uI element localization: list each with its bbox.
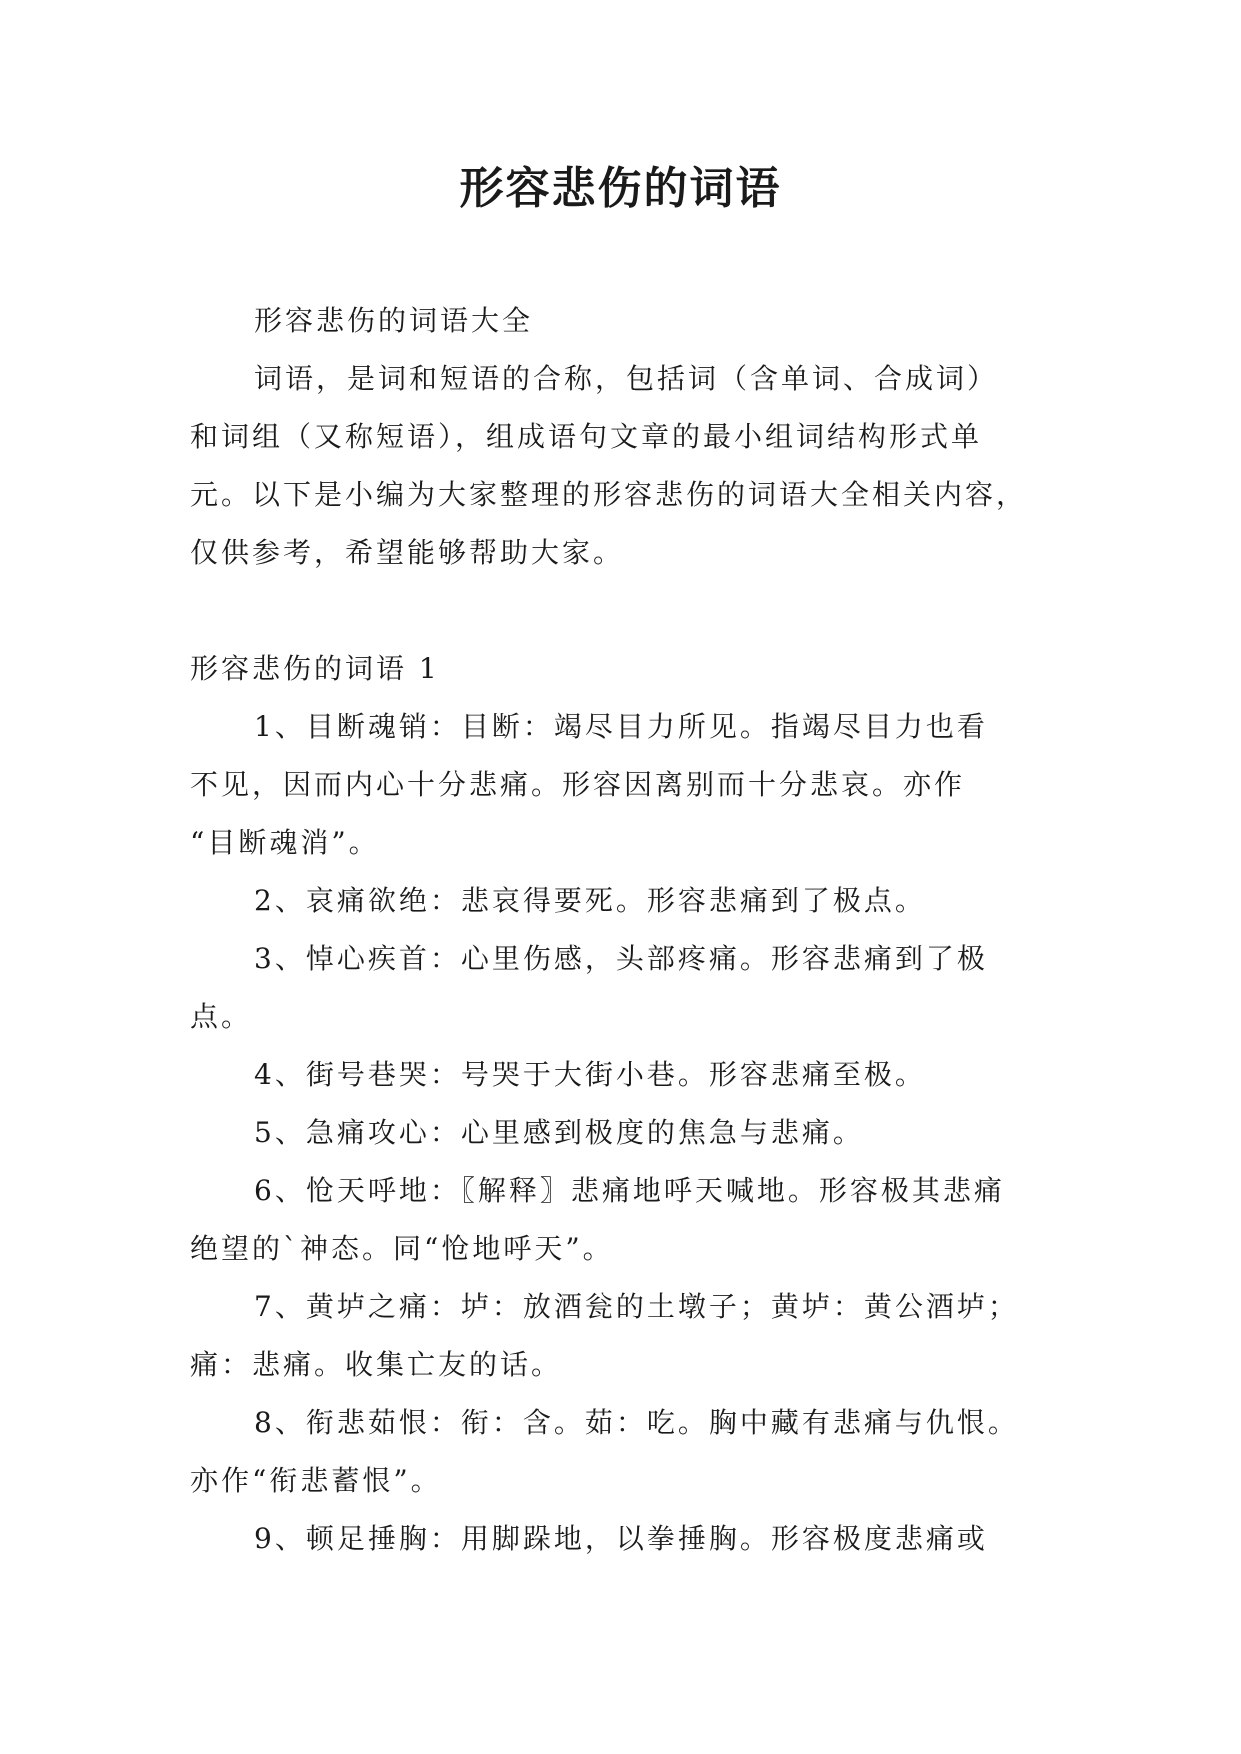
intro-line: 词语，是词和短语的合称，包括词（含单词、合成词） (254, 362, 999, 395)
list-item (190, 1162, 1070, 1278)
list-item (190, 1104, 1070, 1162)
list-item (190, 1394, 1070, 1510)
intro-paragraph (190, 350, 1070, 582)
list-item-line: 5、急痛攻心：心里感到极度的焦急与悲痛。 (254, 1116, 864, 1149)
list-item (190, 872, 1070, 930)
list-item-line: 9、顿足捶胸：用脚跺地，以拳捶胸。形容极度悲痛或 (254, 1522, 988, 1555)
list-item-line: “目断魂消”。 (190, 826, 380, 859)
list-item (190, 698, 1070, 872)
list-item-line: 8、衔悲茹恨：衔：含。茹：吃。胸中藏有悲痛与仇恨。 (254, 1406, 1019, 1439)
list-item-line: 亦作“衔悲蓄恨”。 (190, 1464, 442, 1497)
intro-line: 和词组（又称短语），组成语句文章的最小组词结构形式单 (190, 420, 983, 453)
list-item-line: 绝望的`神态。同“怆地呼天”。 (190, 1232, 614, 1265)
list-item-line: 不见，因而内心十分悲痛。形容因离别而十分悲哀。亦作 (190, 768, 966, 801)
list-item-line: 7、黄垆之痛：垆：放酒瓮的土墩子；黄垆：黄公酒垆； (254, 1290, 1019, 1323)
paragraph-gap (190, 582, 1070, 640)
list-item-line: 点。 (190, 1000, 253, 1033)
intro-line: 仅供参考，希望能够帮助大家。 (190, 536, 625, 569)
document-body (190, 292, 1070, 1568)
subtitle-paragraph: 形容悲伤的词语大全 (254, 304, 534, 337)
intro-line: 元。以下是小编为大家整理的形容悲伤的词语大全相关内容， (190, 478, 1028, 511)
document-title: 形容悲伤的词语 (459, 163, 782, 214)
list-item-line: 2、哀痛欲绝：悲哀得要死。形容悲痛到了极点。 (254, 884, 926, 917)
list-item (190, 1510, 1070, 1568)
list-item-line: 痛：悲痛。收集亡友的话。 (190, 1348, 563, 1381)
list-item (190, 1046, 1070, 1104)
section-heading: 形容悲伤的词语 1 (190, 652, 440, 685)
list-item-line: 3、悼心疾首：心里伤感，头部疼痛。形容悲痛到了极 (254, 942, 988, 975)
list-item-line: 4、街号巷哭：号哭于大街小巷。形容悲痛至极。 (254, 1058, 926, 1091)
list-item-line: 1、目断魂销：目断：竭尽目力所见。指竭尽目力也看 (254, 710, 988, 743)
list-item (190, 930, 1070, 1046)
list-item-line: 6、怆天呼地：〖解释〗悲痛地呼天喊地。形容极其悲痛 (254, 1174, 1005, 1207)
list-item (190, 1278, 1070, 1394)
